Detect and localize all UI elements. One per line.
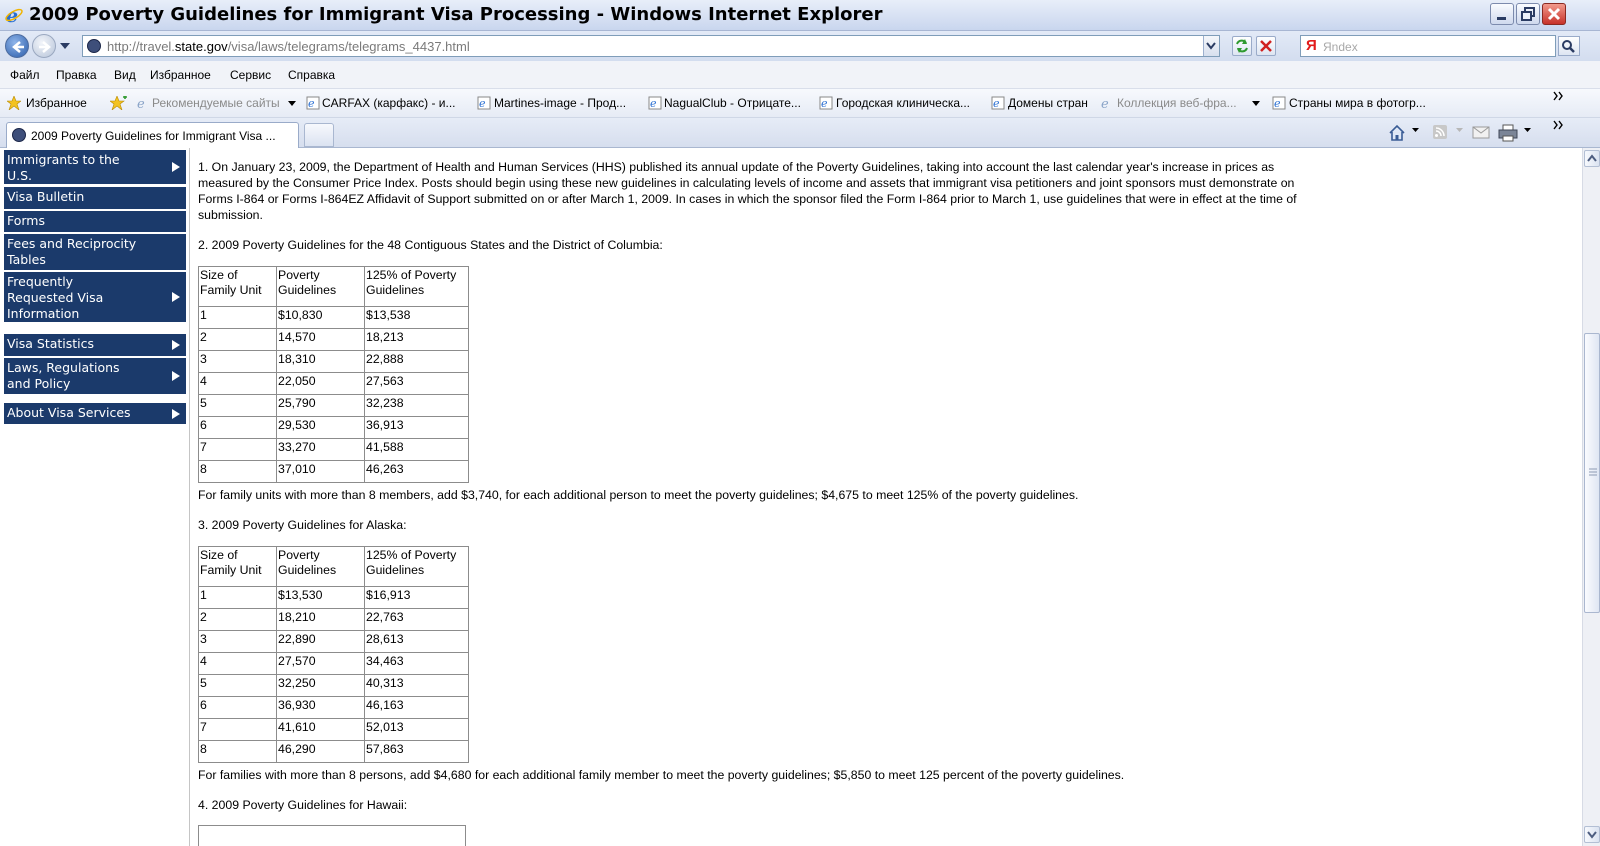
restore-icon	[1521, 7, 1535, 21]
table-row: 7 33,270 41,588	[199, 439, 469, 461]
site-favicon-icon	[87, 39, 101, 53]
arrow-right-icon	[172, 409, 180, 419]
svg-text:e: e	[308, 97, 315, 110]
stop-icon	[1257, 37, 1275, 55]
table-row: 1 $13,530 $16,913	[199, 587, 469, 609]
forward-arrow-icon	[38, 40, 52, 54]
table-row: 2 18,210 22,763	[199, 609, 469, 631]
tab-active[interactable]	[6, 122, 299, 148]
refresh-icon	[1233, 37, 1251, 55]
table-row: 3 18,310 22,888	[199, 351, 469, 373]
chevron-down-icon[interactable]	[288, 101, 296, 106]
history-dropdown-icon[interactable]	[60, 43, 70, 50]
url-text: http://travel.state.gov/visa/laws/telegrams/telegrams_4437.html	[107, 39, 470, 54]
table-row: 4 27,570 34,463	[199, 653, 469, 675]
table-row: 2 14,570 18,213	[199, 329, 469, 351]
sidebar-item-about[interactable]: About Visa Services	[4, 403, 186, 424]
paragraph-2: 2. 2009 Poverty Guidelines for the 48 Contiguous States and the District of Columbia:	[198, 238, 663, 252]
menu-view[interactable]: Вид	[114, 68, 136, 82]
chevron-down-icon	[1585, 827, 1599, 842]
favorite-item-5[interactable]: Городская клиническа...	[836, 96, 971, 110]
svg-text:e: e	[993, 97, 1000, 110]
chevron-down-icon[interactable]	[1252, 101, 1260, 106]
favorite-item-4[interactable]: NagualClub - Отрицате...	[664, 96, 801, 110]
guidelines-table-hawaii	[198, 825, 466, 846]
window-title: 2009 Poverty Guidelines for Immigrant Visa Processing - Windows Internet Explorer	[29, 4, 883, 25]
back-arrow-icon	[11, 40, 25, 54]
scroll-down-button[interactable]	[1584, 826, 1600, 843]
ie-logo-icon	[4, 5, 24, 25]
yandex-icon: Я	[1306, 37, 1317, 54]
favorite-item-2[interactable]: CARFAX (карфакс) - и...	[322, 96, 456, 110]
table-row: 6 36,930 46,163	[199, 697, 469, 719]
menu-file[interactable]: Файл	[10, 68, 40, 82]
search-go-button[interactable]	[1558, 36, 1580, 56]
stop-button[interactable]	[1256, 36, 1276, 56]
sidebar	[0, 148, 190, 846]
paragraph-1: 1. On January 23, 2009, the Department of Health and Human Services (HHS) published its annual update of the Poverty Guidelines, taking into account the last calendar year's increase in prices as measured by the Consumer Price Index. Posts should begin using these new guidelines in calculating levels of income and assets that immigrant visa petitioners and joint sponsors must demonstrate on Forms I-864 or Forms I-864EZ Affidavit of Support submitted on or after March 1, 2009. In cases in which the sponsor filed the Form I-864 prior to March 1, use guidelines that were in effect at the time of submission.	[198, 160, 1297, 222]
search-input[interactable]	[1300, 35, 1556, 57]
table-row: 3 22,890 28,613	[199, 631, 469, 653]
table-header-row: Size of Family Unit Poverty Guidelines 125% of Poverty Guidelines	[199, 547, 469, 587]
svg-text:e: e	[1101, 97, 1109, 110]
ie-page-icon	[477, 96, 491, 110]
sidebar-item-laws[interactable]: Laws, Regulations and Policy	[4, 358, 186, 394]
arrow-right-icon	[172, 292, 180, 302]
url-dropdown-button[interactable]	[1203, 36, 1219, 56]
page-content	[0, 148, 1582, 846]
add-favorites-icon[interactable]	[110, 96, 128, 110]
vertical-scrollbar[interactable]	[1582, 148, 1600, 846]
chevron-down-icon[interactable]	[1524, 128, 1531, 133]
svg-text:e: e	[479, 97, 486, 110]
menu-favorites[interactable]: Избранное	[150, 68, 211, 82]
ie-page-icon	[819, 96, 833, 110]
close-icon	[1547, 7, 1561, 21]
note-contiguous: For family units with more than 8 members, add $3,740, for each additional person to meet the poverty guidelines; $4,675 to meet 125% of the poverty guidelines.	[198, 488, 1079, 502]
print-icon[interactable]	[1498, 124, 1518, 142]
favorite-item-1[interactable]: Рекомендуемые сайты	[152, 96, 280, 110]
table-row: 7 41,610 52,013	[199, 719, 469, 741]
ie-page-icon	[306, 96, 320, 110]
sidebar-item-immigrants[interactable]: Immigrants to the U.S.	[4, 150, 186, 184]
site-favicon-icon	[12, 128, 26, 142]
arrow-right-icon	[172, 340, 180, 350]
read-mail-icon[interactable]	[1472, 124, 1490, 140]
back-button[interactable]	[5, 34, 29, 58]
address-bar	[0, 31, 1600, 61]
sidebar-item-visa-bulletin[interactable]: Visa Bulletin	[4, 187, 186, 209]
ie-page-icon	[1272, 96, 1286, 110]
refresh-button[interactable]	[1232, 36, 1252, 56]
chevron-double-right-icon[interactable]	[1553, 91, 1565, 101]
favorite-item-7[interactable]: Коллекция веб-фра...	[1117, 96, 1237, 110]
svg-text:e: e	[1274, 97, 1281, 110]
svg-text:e: e	[650, 97, 657, 110]
scroll-up-button[interactable]	[1584, 150, 1600, 167]
arrow-right-icon	[172, 162, 180, 172]
paragraph-4: 4. 2009 Poverty Guidelines for Hawaii:	[198, 798, 408, 812]
scroll-thumb[interactable]	[1584, 333, 1600, 613]
restore-button[interactable]	[1516, 3, 1540, 25]
home-icon[interactable]	[1388, 124, 1406, 142]
paragraph-3: 3. 2009 Poverty Guidelines for Alaska:	[198, 518, 407, 532]
ie-page-icon	[1100, 96, 1114, 110]
favorite-item-3[interactable]: Martines-image - Прод...	[494, 96, 627, 110]
title-bar	[0, 0, 1600, 31]
minimize-icon	[1495, 7, 1509, 21]
table-row: 8 37,010 46,263	[199, 461, 469, 483]
table-row: 5 32,250 40,313	[199, 675, 469, 697]
chevron-up-icon	[1585, 151, 1599, 166]
arrow-right-icon	[172, 371, 180, 381]
ie-page-icon	[136, 96, 150, 110]
forward-button[interactable]	[32, 34, 56, 58]
favorite-item-6[interactable]: Домены стран	[1008, 96, 1088, 110]
magnifier-icon	[1559, 37, 1579, 55]
tab-bar	[0, 118, 1600, 148]
chevron-down-icon[interactable]	[1412, 128, 1419, 133]
table-header-row: Size of Family Unit Poverty Guidelines 125% of Poverty Guidelines	[199, 267, 469, 307]
chevron-down-icon	[1204, 36, 1218, 54]
sidebar-item-fees[interactable]: Fees and Reciprocity Tables	[4, 234, 186, 270]
search-placeholder: Яndex	[1323, 40, 1358, 54]
sidebar-item-forms[interactable]: Forms	[4, 211, 186, 232]
favorites-bar	[0, 89, 1600, 118]
menu-help[interactable]: Справка	[288, 68, 336, 82]
ie-page-icon	[648, 96, 662, 110]
guidelines-table-alaska	[198, 546, 469, 763]
sidebar-item-visa-statistics[interactable]: Visa Statistics	[4, 334, 186, 356]
table-row: 5 25,790 32,238	[199, 395, 469, 417]
ie-page-icon	[991, 96, 1005, 110]
svg-text:e: e	[6, 5, 19, 25]
minimize-button[interactable]	[1490, 3, 1514, 25]
table-row: 1 $10,830 $13,538	[199, 307, 469, 329]
table-row: 8 46,290 57,863	[199, 741, 469, 763]
close-window-button[interactable]	[1542, 3, 1566, 25]
new-tab-button[interactable]	[304, 123, 334, 147]
favorites-button[interactable]: Избранное	[26, 96, 87, 110]
table-row: 4 22,050 27,563	[199, 373, 469, 395]
guidelines-table-contiguous	[198, 266, 469, 483]
svg-text:e: e	[821, 97, 828, 110]
menu-edit[interactable]: Правка	[56, 68, 97, 82]
table-row: 6 29,530 36,913	[199, 417, 469, 439]
chevron-double-right-icon[interactable]	[1553, 120, 1565, 130]
menu-tools[interactable]: Сервис	[230, 68, 272, 82]
menu-bar	[0, 61, 1600, 89]
sidebar-item-frequently-requested[interactable]: Frequently Requested Visa Information	[4, 272, 186, 322]
chevron-down-icon	[1456, 128, 1463, 133]
star-icon	[7, 96, 21, 110]
url-input[interactable]	[82, 35, 1220, 57]
rss-feed-icon[interactable]	[1432, 124, 1448, 140]
note-alaska: For families with more than 8 persons, add $4,680 for each additional family member to meet the poverty guidelines; $5,850 to meet 125 percent of the poverty guidelines.	[198, 768, 1125, 782]
tab-label: 2009 Poverty Guidelines for Immigrant Visa ...	[31, 129, 276, 143]
grip-icon	[1588, 468, 1598, 476]
svg-text:e: e	[137, 97, 145, 110]
favorite-item-8[interactable]: Страны мира в фотогр...	[1289, 96, 1426, 110]
